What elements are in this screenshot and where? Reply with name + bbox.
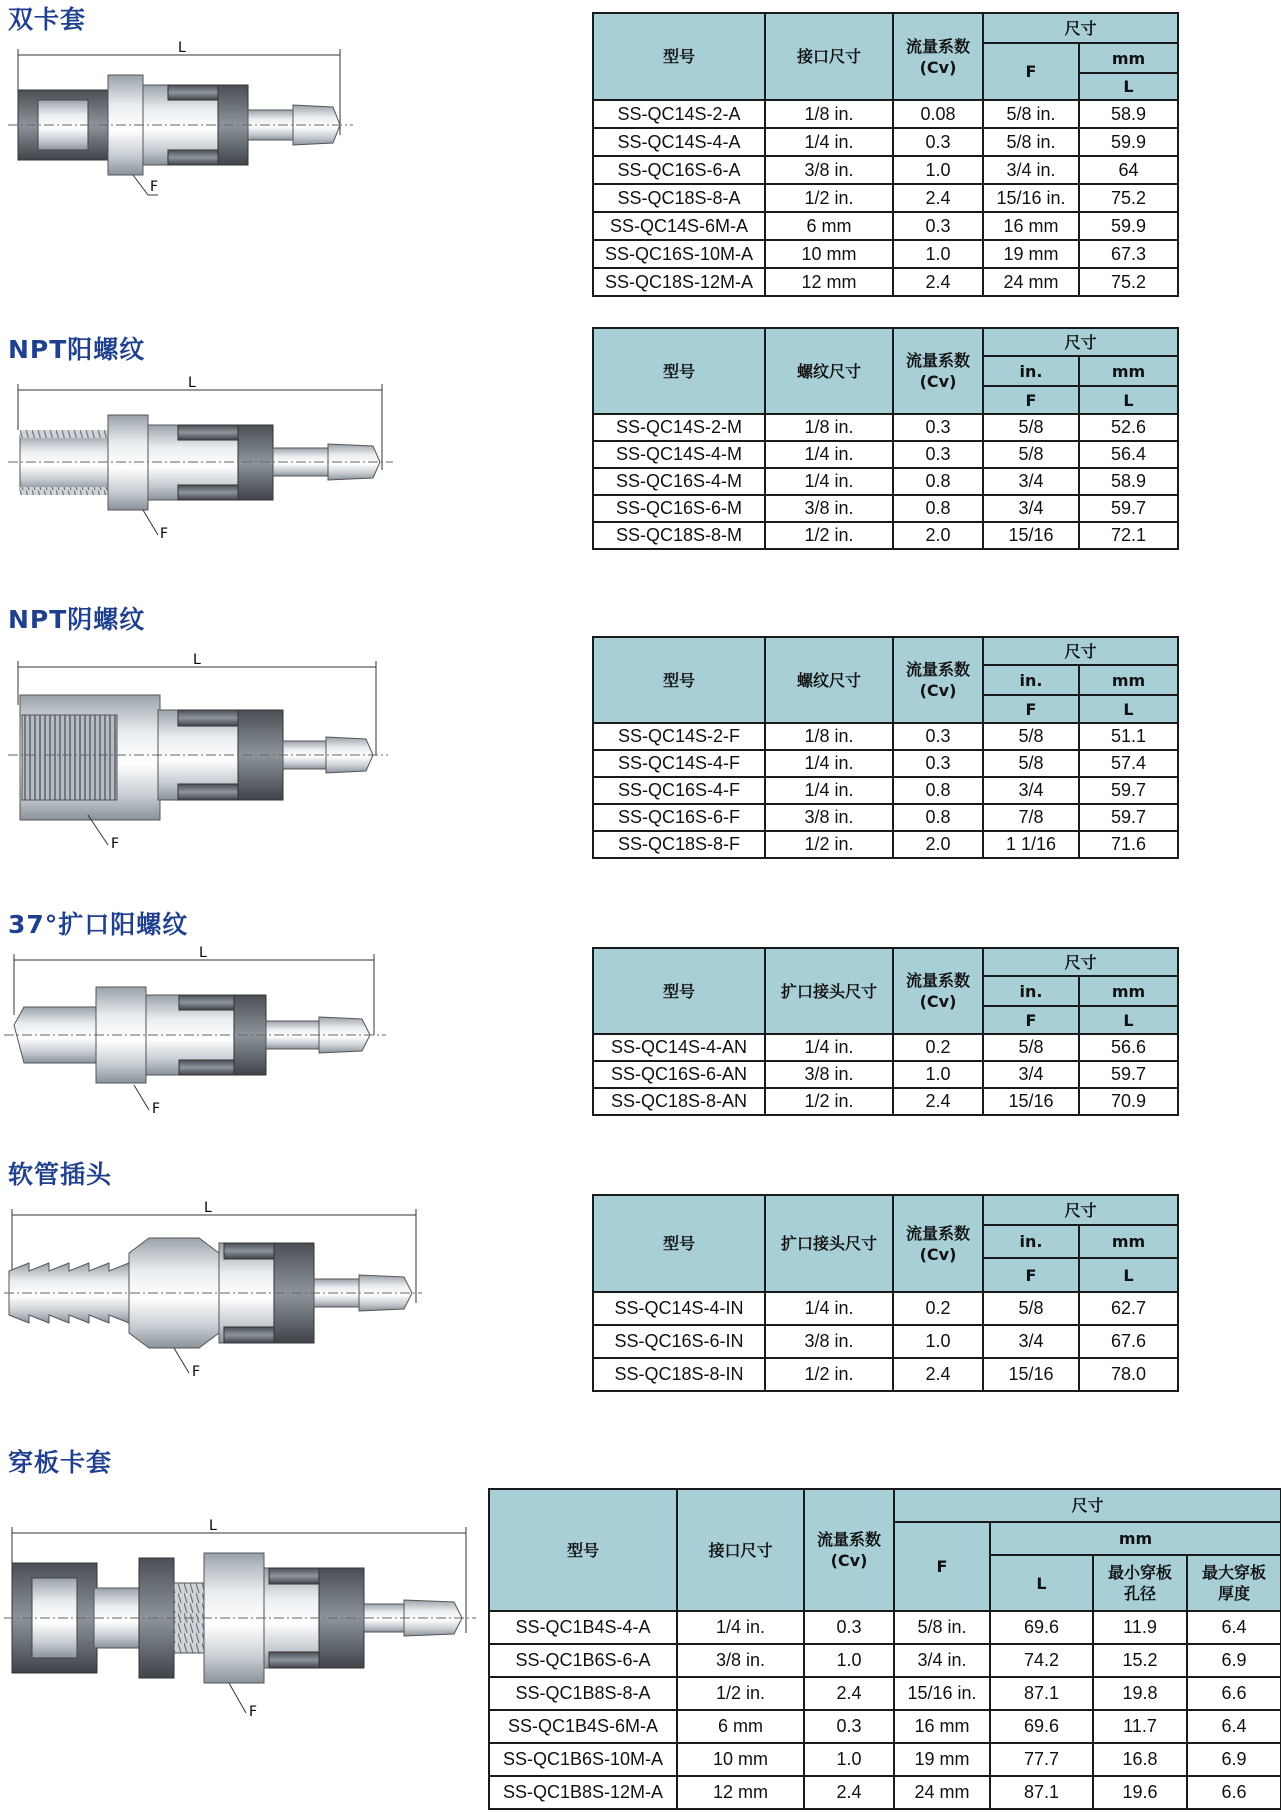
table-row <box>593 414 1178 441</box>
table-cell: SS-QC18S-8-AN <box>593 1088 765 1115</box>
header-cv: 流量系数 (Cv) <box>893 13 983 100</box>
dim-label-f: F <box>152 1101 161 1117</box>
table-cell: 12 mm <box>677 1776 804 1809</box>
header-f: F <box>983 386 1079 414</box>
table-cell: 11.9 <box>1093 1611 1187 1644</box>
header-model: 型号 <box>489 1489 677 1611</box>
section-title: 穿板卡套 <box>8 1448 113 1477</box>
table-cell: 1/4 in. <box>765 777 893 804</box>
table-row <box>593 1325 1178 1358</box>
header-unit-mm: mm <box>990 1522 1281 1555</box>
table-cell: 1/2 in. <box>765 1358 893 1391</box>
header-cv: 流量系数 (Cv) <box>893 948 983 1034</box>
table-cell: 6.4 <box>1187 1611 1281 1644</box>
header-port: 接口尺寸 <box>765 13 893 100</box>
table-cell: 67.6 <box>1079 1325 1178 1358</box>
table-cell: 15.2 <box>1093 1644 1187 1677</box>
table-cell: 5/8 in. <box>894 1611 990 1644</box>
dim-label-f: F <box>160 526 169 542</box>
table-cell: 16 mm <box>894 1710 990 1743</box>
table-row <box>593 750 1178 777</box>
table-cell: 12 mm <box>765 268 893 296</box>
table-cell: SS-QC1B6S-10M-A <box>489 1743 677 1776</box>
header-size: 尺寸 <box>983 1195 1178 1225</box>
table-row <box>489 1776 1281 1809</box>
spec-table <box>592 327 1179 550</box>
table-cell: 15/16 <box>983 1088 1079 1115</box>
table-cell: 3/4 <box>983 1061 1079 1088</box>
table-row <box>593 1034 1178 1061</box>
table-cell: 15/16 in. <box>983 184 1079 212</box>
table-cell: SS-QC18S-8-IN <box>593 1358 765 1391</box>
table-cell: SS-QC16S-6-M <box>593 495 765 522</box>
header-port: 螺纹尺寸 <box>765 637 893 723</box>
table-cell: 5/8 <box>983 723 1079 750</box>
table-row <box>593 240 1178 268</box>
table-cell: 87.1 <box>990 1776 1093 1809</box>
table-cell: 16.8 <box>1093 1743 1187 1776</box>
spec-table <box>592 947 1179 1116</box>
table-cell: 67.3 <box>1079 240 1178 268</box>
table-cell: 5/8 in. <box>983 128 1079 156</box>
section-37-flare-male <box>0 905 1281 1145</box>
table-cell: 2.0 <box>893 831 983 858</box>
table-cell: SS-QC14S-4-IN <box>593 1292 765 1325</box>
table-cell: 74.2 <box>990 1644 1093 1677</box>
header-port: 接口尺寸 <box>677 1489 804 1611</box>
table-cell: 5/8 <box>983 750 1079 777</box>
header-size: 尺寸 <box>983 948 1178 976</box>
header-unit-mm: mm <box>1079 665 1178 695</box>
table-cell: 3/4 <box>983 1325 1079 1358</box>
table-row <box>593 128 1178 156</box>
section-npt-female <box>0 600 1281 875</box>
header-f: F <box>894 1522 990 1611</box>
table-cell: 7/8 <box>983 804 1079 831</box>
table-cell: SS-QC16S-6-A <box>593 156 765 184</box>
table-cell: 6.6 <box>1187 1677 1281 1710</box>
table-cell: 6 mm <box>677 1710 804 1743</box>
section-double-ferrule <box>0 0 1281 310</box>
table-cell: 72.1 <box>1079 522 1178 549</box>
table-cell: 3/4 in. <box>983 156 1079 184</box>
table-cell: 0.3 <box>893 414 983 441</box>
table-row <box>593 184 1178 212</box>
table-cell: 0.2 <box>893 1292 983 1325</box>
table-cell: 1 1/16 <box>983 831 1079 858</box>
table-row <box>593 831 1178 858</box>
table-row <box>593 1088 1178 1115</box>
table-cell: 16 mm <box>983 212 1079 240</box>
table-cell: 3/4 in. <box>894 1644 990 1677</box>
table-cell: 3/8 in. <box>765 495 893 522</box>
header-port: 扩口接头尺寸 <box>765 1195 893 1292</box>
section-hose-barb <box>0 1155 1281 1415</box>
table-cell: 1/2 in. <box>765 1088 893 1115</box>
table-cell: 75.2 <box>1079 268 1178 296</box>
table-cell: 3/8 in. <box>677 1644 804 1677</box>
table-cell: SS-QC18S-8-A <box>593 184 765 212</box>
header-port: 扩口接头尺寸 <box>765 948 893 1034</box>
table-cell: 19 mm <box>894 1743 990 1776</box>
header-f: F <box>983 1258 1079 1292</box>
table-cell: 57.4 <box>1079 750 1178 777</box>
table-cell: 1/2 in. <box>765 184 893 212</box>
spec-table <box>592 12 1179 297</box>
fitting-drawing-hose-barb <box>4 1193 424 1393</box>
table-cell: 1/8 in. <box>765 723 893 750</box>
header-unit-mm: mm <box>1079 43 1178 73</box>
table-cell: 1/2 in. <box>677 1677 804 1710</box>
table-cell: 5/8 <box>983 414 1079 441</box>
table-cell: 64 <box>1079 156 1178 184</box>
header-f: F <box>983 1006 1079 1034</box>
header-unit-in: in. <box>983 1225 1079 1258</box>
header-unit-mm: mm <box>1079 1225 1178 1258</box>
table-cell: 70.9 <box>1079 1088 1178 1115</box>
header-l: L <box>1079 1258 1178 1292</box>
table-cell: 2.4 <box>893 1358 983 1391</box>
table-cell: 77.7 <box>990 1743 1093 1776</box>
table-cell: 2.0 <box>893 522 983 549</box>
table-cell: 52.6 <box>1079 414 1178 441</box>
table-cell: 0.08 <box>893 100 983 128</box>
table-row <box>593 495 1178 522</box>
dim-label-f: F <box>150 179 159 195</box>
table-cell: 56.4 <box>1079 441 1178 468</box>
table-cell: SS-QC14S-4-AN <box>593 1034 765 1061</box>
table-cell: 2.4 <box>893 184 983 212</box>
table-cell: SS-QC18S-12M-A <box>593 268 765 296</box>
section-title: NPT阳螺纹 <box>8 335 146 364</box>
table-cell: 2.4 <box>893 1088 983 1115</box>
table-cell: 2.4 <box>804 1776 894 1809</box>
table-cell: 62.7 <box>1079 1292 1178 1325</box>
table-cell: 5/8 <box>983 441 1079 468</box>
table-cell: 75.2 <box>1079 184 1178 212</box>
section-title: 双卡套 <box>8 5 87 34</box>
table-cell: 0.8 <box>893 495 983 522</box>
table-row <box>593 268 1178 296</box>
table-cell: SS-QC14S-4-F <box>593 750 765 777</box>
table-cell: 51.1 <box>1079 723 1178 750</box>
dim-label-l: L <box>188 375 196 391</box>
table-cell: 0.8 <box>893 804 983 831</box>
table-cell: 87.1 <box>990 1677 1093 1710</box>
table-cell: SS-QC14S-2-M <box>593 414 765 441</box>
table-cell: 1.0 <box>804 1743 894 1776</box>
header-min-hole: 最小穿板孔径 <box>1093 1555 1187 1611</box>
header-l: L <box>1079 695 1178 723</box>
header-size: 尺寸 <box>983 637 1178 665</box>
header-cv: 流量系数 (Cv) <box>893 637 983 723</box>
table-cell: 59.9 <box>1079 212 1178 240</box>
table-cell: 58.9 <box>1079 100 1178 128</box>
header-l: L <box>990 1555 1093 1611</box>
table-cell: 2.4 <box>893 268 983 296</box>
header-model: 型号 <box>593 948 765 1034</box>
table-cell: 19.8 <box>1093 1677 1187 1710</box>
table-cell: SS-QC1B8S-12M-A <box>489 1776 677 1809</box>
table-cell: 69.6 <box>990 1611 1093 1644</box>
table-cell: 19 mm <box>983 240 1079 268</box>
header-l: L <box>1079 1006 1178 1034</box>
table-cell: 58.9 <box>1079 468 1178 495</box>
header-port: 螺纹尺寸 <box>765 328 893 414</box>
table-cell: 11.7 <box>1093 1710 1187 1743</box>
table-cell: 1.0 <box>893 240 983 268</box>
table-cell: 1/2 in. <box>765 522 893 549</box>
header-l: L <box>1079 73 1178 100</box>
table-cell: 15/16 in. <box>894 1677 990 1710</box>
table-cell: 5/8 <box>983 1292 1079 1325</box>
spec-table <box>592 1194 1179 1392</box>
table-cell: 0.2 <box>893 1034 983 1061</box>
dim-label-l: L <box>204 1200 212 1216</box>
dim-label-f: F <box>249 1704 258 1720</box>
dim-label-l: L <box>199 945 207 961</box>
header-max-thick: 最大穿板厚度 <box>1187 1555 1281 1611</box>
table-cell: 3/4 <box>983 777 1079 804</box>
spec-table <box>488 1488 1281 1810</box>
section-title: 软管插头 <box>8 1160 113 1189</box>
header-model: 型号 <box>593 637 765 723</box>
section-bulkhead-ferrule <box>0 1443 1281 1813</box>
table-cell: 1/4 in. <box>765 128 893 156</box>
table-cell: 3/8 in. <box>765 804 893 831</box>
header-cv: 流量系数 (Cv) <box>893 328 983 414</box>
table-cell: 6.4 <box>1187 1710 1281 1743</box>
table-row <box>593 723 1178 750</box>
table-cell: SS-QC14S-2-A <box>593 100 765 128</box>
table-row <box>489 1710 1281 1743</box>
header-model: 型号 <box>593 13 765 100</box>
fitting-drawing-double-ferrule <box>8 35 398 235</box>
table-cell: 1/4 in. <box>765 1034 893 1061</box>
table-cell: 10 mm <box>677 1743 804 1776</box>
header-model: 型号 <box>593 1195 765 1292</box>
table-cell: 59.9 <box>1079 128 1178 156</box>
table-cell: 2.4 <box>804 1677 894 1710</box>
table-cell: 1/2 in. <box>765 831 893 858</box>
table-cell: SS-QC1B6S-6-A <box>489 1644 677 1677</box>
header-cv: 流量系数 (Cv) <box>893 1195 983 1292</box>
table-cell: 59.7 <box>1079 495 1178 522</box>
table-row <box>593 1061 1178 1088</box>
table-row <box>489 1611 1281 1644</box>
fitting-drawing-npt-male <box>8 370 398 570</box>
table-row <box>593 1292 1178 1325</box>
table-row <box>489 1644 1281 1677</box>
table-cell: 1.0 <box>893 156 983 184</box>
table-cell: 5/8 <box>983 1034 1079 1061</box>
table-cell: SS-QC1B8S-8-A <box>489 1677 677 1710</box>
header-unit-mm: mm <box>1079 356 1178 386</box>
table-cell: 1.0 <box>893 1325 983 1358</box>
table-cell: SS-QC16S-4-M <box>593 468 765 495</box>
table-cell: 6.9 <box>1187 1644 1281 1677</box>
dim-label-f: F <box>192 1364 201 1380</box>
header-size: 尺寸 <box>983 328 1178 356</box>
table-cell: 0.3 <box>893 441 983 468</box>
header-unit-in: in. <box>983 356 1079 386</box>
section-title: 37°扩口阳螺纹 <box>8 910 189 939</box>
fitting-drawing-npt-female <box>8 645 398 865</box>
table-cell: 59.7 <box>1079 804 1178 831</box>
header-model: 型号 <box>593 328 765 414</box>
table-row <box>593 777 1178 804</box>
table-cell: 71.6 <box>1079 831 1178 858</box>
fitting-drawing-bulkhead <box>4 1503 484 1753</box>
header-f: F <box>983 695 1079 723</box>
table-row <box>489 1677 1281 1710</box>
table-cell: SS-QC16S-4-F <box>593 777 765 804</box>
table-cell: 1/4 in. <box>765 1292 893 1325</box>
table-cell: SS-QC1B4S-6M-A <box>489 1710 677 1743</box>
table-row <box>593 212 1178 240</box>
table-cell: 15/16 <box>983 522 1079 549</box>
section-title: NPT阴螺纹 <box>8 605 146 634</box>
table-cell: 3/4 <box>983 468 1079 495</box>
table-cell: SS-QC1B4S-4-A <box>489 1611 677 1644</box>
table-cell: 0.8 <box>893 777 983 804</box>
table-cell: 0.3 <box>893 128 983 156</box>
header-unit-mm: mm <box>1079 976 1178 1006</box>
table-cell: 1/8 in. <box>765 100 893 128</box>
table-cell: SS-QC16S-10M-A <box>593 240 765 268</box>
table-cell: 3/8 in. <box>765 156 893 184</box>
header-cv: 流量系数 (Cv) <box>804 1489 894 1611</box>
table-cell: 5/8 in. <box>983 100 1079 128</box>
table-cell: 6.6 <box>1187 1776 1281 1809</box>
table-cell: SS-QC14S-4-A <box>593 128 765 156</box>
header-f: F <box>983 43 1079 100</box>
table-row <box>593 100 1178 128</box>
table-cell: 15/16 <box>983 1358 1079 1391</box>
table-row <box>489 1743 1281 1776</box>
fitting-drawing-37-flare <box>4 945 394 1140</box>
table-cell: 24 mm <box>894 1776 990 1809</box>
table-row <box>593 1358 1178 1391</box>
section-npt-male <box>0 330 1281 570</box>
table-cell: 0.3 <box>893 723 983 750</box>
dim-label-l: L <box>178 40 186 56</box>
table-cell: 3/4 <box>983 495 1079 522</box>
table-cell: 3/8 in. <box>765 1325 893 1358</box>
table-cell: 1.0 <box>893 1061 983 1088</box>
dim-label-l: L <box>209 1518 217 1534</box>
table-cell: 1/4 in. <box>765 441 893 468</box>
table-cell: 3/8 in. <box>765 1061 893 1088</box>
header-size: 尺寸 <box>983 13 1178 43</box>
dim-label-l: L <box>193 652 201 668</box>
table-cell: 1/4 in. <box>765 750 893 777</box>
table-cell: SS-QC16S-6-IN <box>593 1325 765 1358</box>
table-cell: 59.7 <box>1079 1061 1178 1088</box>
table-cell: 6 mm <box>765 212 893 240</box>
header-unit-in: in. <box>983 976 1079 1006</box>
table-cell: 1/4 in. <box>765 468 893 495</box>
table-cell: 56.6 <box>1079 1034 1178 1061</box>
header-unit-in: in. <box>983 665 1079 695</box>
table-cell: SS-QC18S-8-F <box>593 831 765 858</box>
table-cell: SS-QC16S-6-AN <box>593 1061 765 1088</box>
table-cell: 0.3 <box>804 1710 894 1743</box>
table-cell: 0.3 <box>893 212 983 240</box>
table-cell: 69.6 <box>990 1710 1093 1743</box>
table-cell: 0.8 <box>893 468 983 495</box>
table-cell: 1/8 in. <box>765 414 893 441</box>
table-cell: SS-QC14S-4-M <box>593 441 765 468</box>
header-l: L <box>1079 386 1178 414</box>
table-cell: 1/4 in. <box>677 1611 804 1644</box>
table-cell: SS-QC16S-6-F <box>593 804 765 831</box>
table-cell: SS-QC14S-6M-A <box>593 212 765 240</box>
table-row <box>593 156 1178 184</box>
table-cell: 78.0 <box>1079 1358 1178 1391</box>
dim-label-f: F <box>111 836 120 852</box>
table-cell: 0.3 <box>893 750 983 777</box>
table-cell: 19.6 <box>1093 1776 1187 1809</box>
table-row <box>593 468 1178 495</box>
table-cell: 10 mm <box>765 240 893 268</box>
spec-table <box>592 636 1179 859</box>
table-cell: SS-QC18S-8-M <box>593 522 765 549</box>
table-cell: 6.9 <box>1187 1743 1281 1776</box>
table-row <box>593 804 1178 831</box>
table-row <box>593 522 1178 549</box>
table-cell: 0.3 <box>804 1611 894 1644</box>
table-cell: 59.7 <box>1079 777 1178 804</box>
table-row <box>593 441 1178 468</box>
table-cell: 1.0 <box>804 1644 894 1677</box>
table-cell: SS-QC14S-2-F <box>593 723 765 750</box>
header-size: 尺寸 <box>894 1489 1281 1522</box>
table-cell: 24 mm <box>983 268 1079 296</box>
